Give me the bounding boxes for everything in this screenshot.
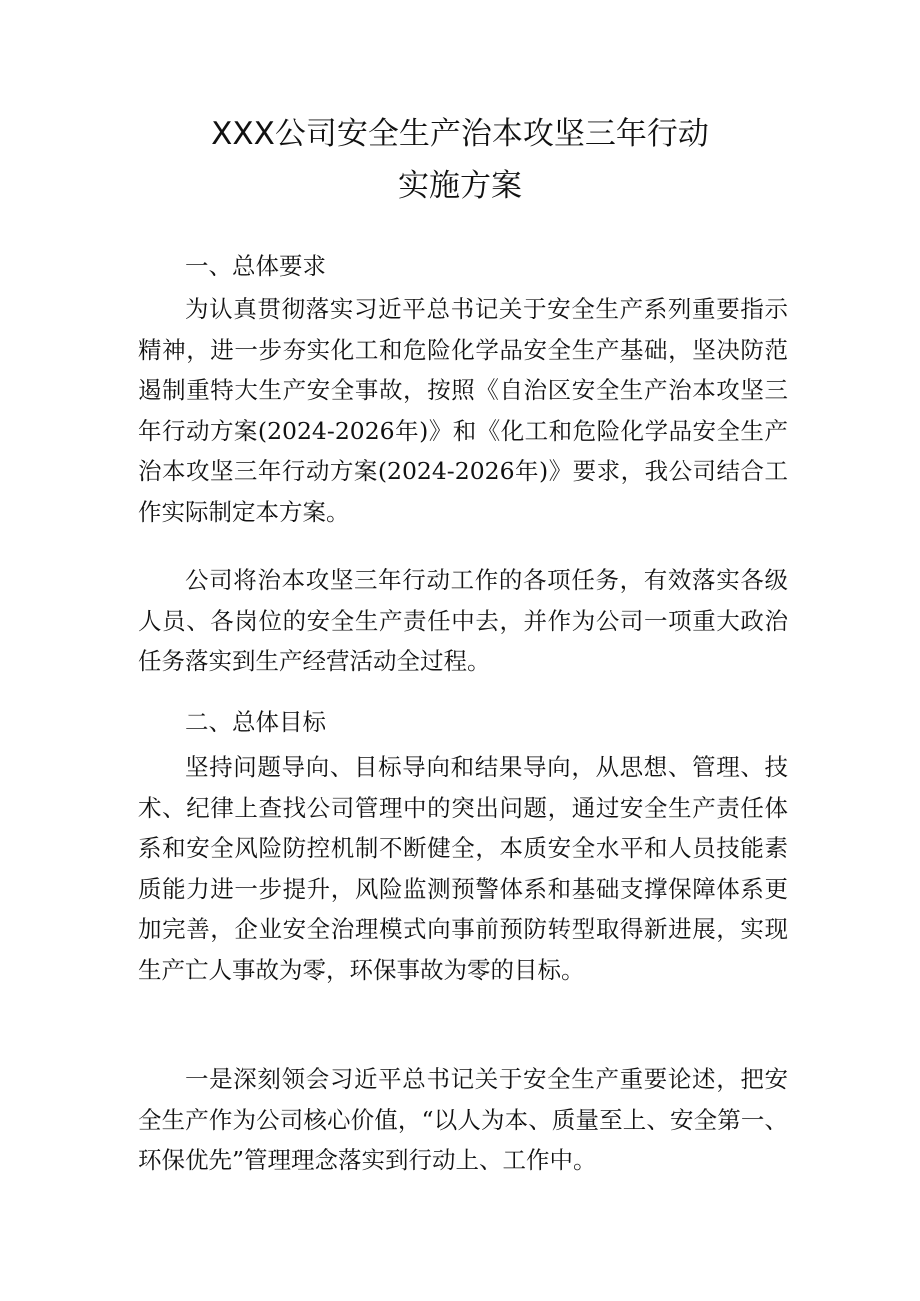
document-title-line-1: XXX公司安全生产治本攻坚三年行动 bbox=[211, 116, 709, 152]
paragraph-responsibility: 公司将治本攻坚三年行动工作的各项任务，有效落实各级人员、各岗位的安全生产责任中去，并作为公司一项重大政治任务落实到生产经营活动全过程。 bbox=[138, 566, 788, 675]
document-title-line-2: 实施方案 bbox=[398, 168, 522, 204]
paragraph-goals: 坚持问题导向、目标导向和结果导向，从思想、管理、技术、纪律上查找公司管理中的突出问题，通过安全生产责任体系和安全风险防控机制不断健全，本质安全水平和人员技能素质能力进一步提升，风险监测预警体系和基础支撑保障体系更加完善，企业安全治理模式向事前预防转型取得新进展，实现生产亡人事故为零，环保事故为零的目标。 bbox=[138, 753, 788, 984]
section-heading-general-requirements: 一、总体要求 bbox=[185, 252, 326, 280]
paragraph-purpose: 为认真贯彻落实习近平总书记关于安全生产系列重要指示精神，进一步夯实化工和危险化学品安全生产基础，坚决防范遏制重特大生产安全事故，按照《自治区安全生产治本攻坚三年行动方案(2024-2026年)》和《化工和危险化学品安全生产治本攻坚三年行动方案(2024-2026年)》要求，我公司结合工作实际制定本方案。 bbox=[138, 295, 788, 526]
paragraph-item-one: 一是深刻领会习近平总书记关于安全生产重要论述，把安全生产作为公司核心价值，“以人为本、质量至上、安全第一、环保优先”管理理念落实到行动上、工作中。 bbox=[138, 1065, 788, 1174]
section-heading-general-goals: 二、总体目标 bbox=[185, 708, 326, 736]
